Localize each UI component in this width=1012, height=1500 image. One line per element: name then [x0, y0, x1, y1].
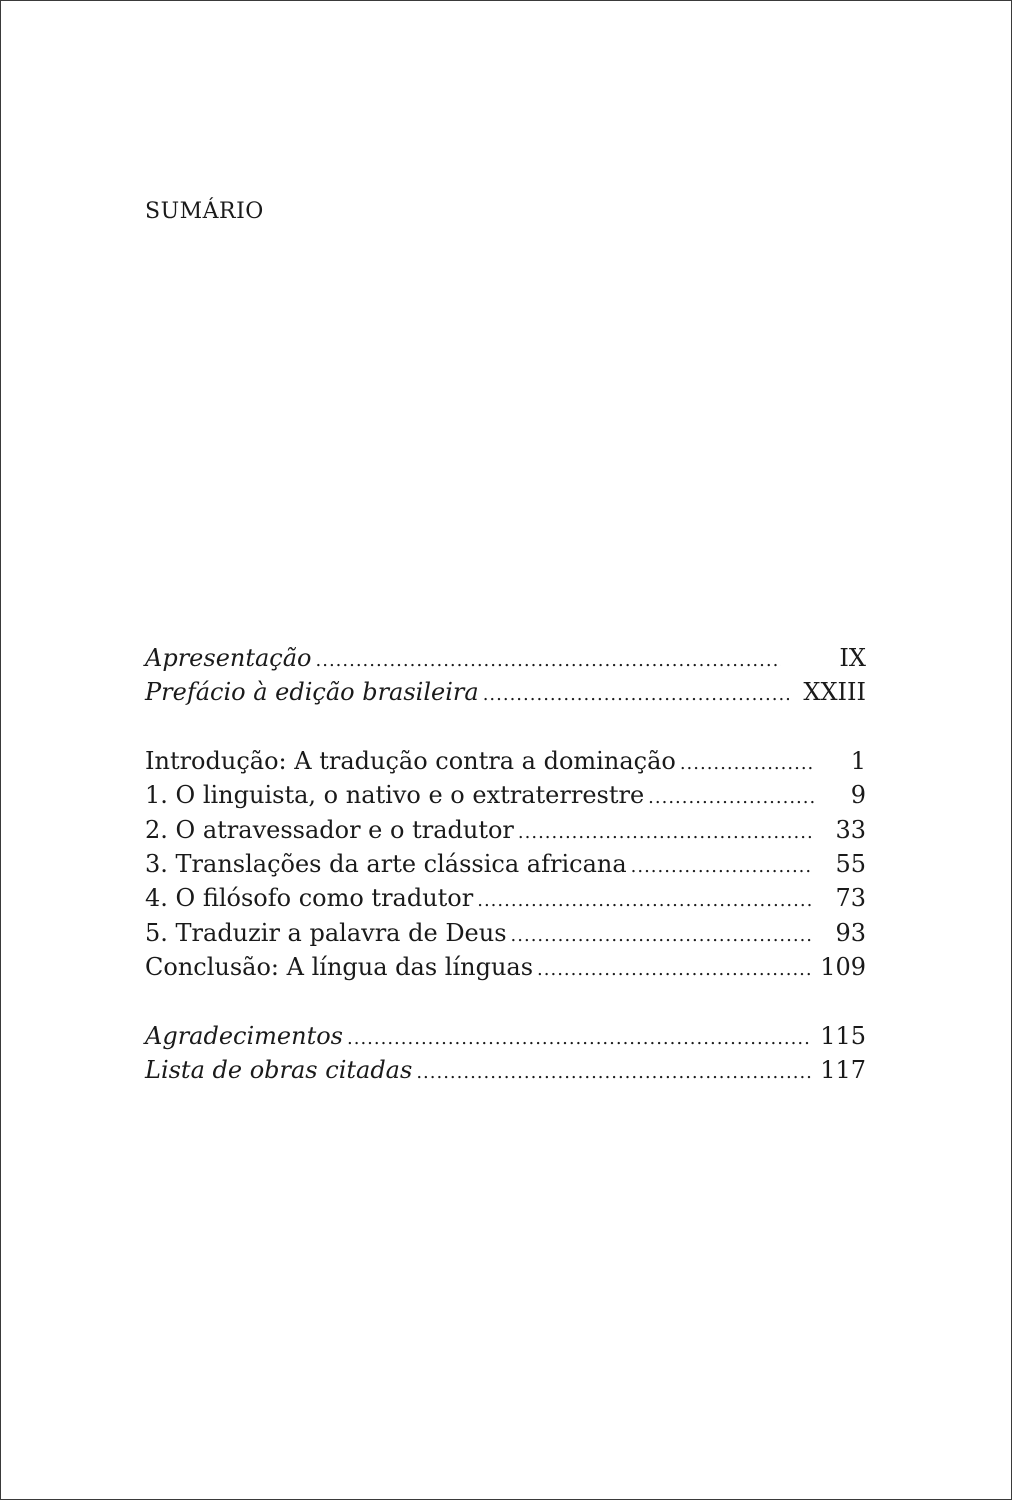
toc-leader-dots	[518, 816, 814, 850]
toc-entry-page: 115	[820, 1021, 866, 1050]
toc-leader-dots	[511, 919, 814, 953]
toc-leader-dots	[347, 1022, 812, 1056]
toc-entry-title: Lista de obras citadas	[145, 1055, 413, 1084]
toc-entry-page: 109	[820, 953, 866, 982]
toc-entry-page: 93	[835, 918, 866, 947]
toc-front-matter	[145, 641, 866, 710]
toc-entry	[145, 813, 866, 847]
toc-entry-title: 4. O filósofo como tradutor	[145, 884, 474, 913]
toc-entry-page: 1	[850, 746, 866, 775]
toc-entry-title: 3. Translações da arte clássica africana	[145, 849, 627, 878]
toc-entry-title: 2. O atravessador e o tradutor	[145, 815, 514, 844]
toc-entry	[145, 916, 866, 950]
toc-entry	[145, 675, 866, 709]
toc-entry-page: IX	[839, 644, 866, 672]
toc-leader-dots	[416, 1056, 812, 1090]
table-of-contents	[145, 641, 866, 1087]
toc-entry-page: XXIII	[803, 678, 866, 707]
toc-entry-page: 33	[835, 815, 866, 844]
toc-entry	[145, 641, 866, 675]
toc-leader-dots	[631, 850, 814, 884]
toc-leader-dots	[477, 884, 813, 918]
toc-leader-dots	[648, 781, 815, 815]
toc-entry	[145, 1053, 866, 1087]
toc-entry	[145, 847, 866, 881]
toc-leader-dots	[537, 953, 812, 987]
toc-entry-title: 1. O linguista, o nativo e o extraterrestre	[145, 781, 645, 810]
toc-entry	[145, 778, 866, 812]
toc-entry-title: Agradecimentos	[145, 1021, 343, 1050]
toc-entry	[145, 950, 866, 984]
toc-back-matter	[145, 1019, 866, 1088]
toc-entry-page: 73	[835, 884, 866, 913]
toc-entry-title: Conclusão: A língua das línguas	[145, 953, 534, 982]
toc-entry-title: 5. Traduzir a palavra de Deus	[145, 918, 507, 947]
toc-entry	[145, 1019, 866, 1053]
toc-leader-dots	[483, 678, 790, 712]
toc-entry	[145, 881, 866, 915]
toc-leader-dots	[316, 644, 782, 678]
toc-entry	[145, 744, 866, 778]
toc-heading: SUMÁRIO	[145, 199, 264, 224]
toc-entry-title: Apresentação	[145, 644, 312, 672]
toc-entry-title: Prefácio à edição brasileira	[145, 678, 479, 707]
toc-entry-page: 9	[850, 781, 866, 810]
toc-entry-page: 117	[820, 1055, 866, 1084]
toc-leader-dots	[680, 747, 815, 781]
toc-entry-page: 55	[835, 849, 866, 878]
toc-entry-title: Introdução: A tradução contra a dominação	[145, 746, 676, 775]
toc-chapters	[145, 744, 866, 985]
